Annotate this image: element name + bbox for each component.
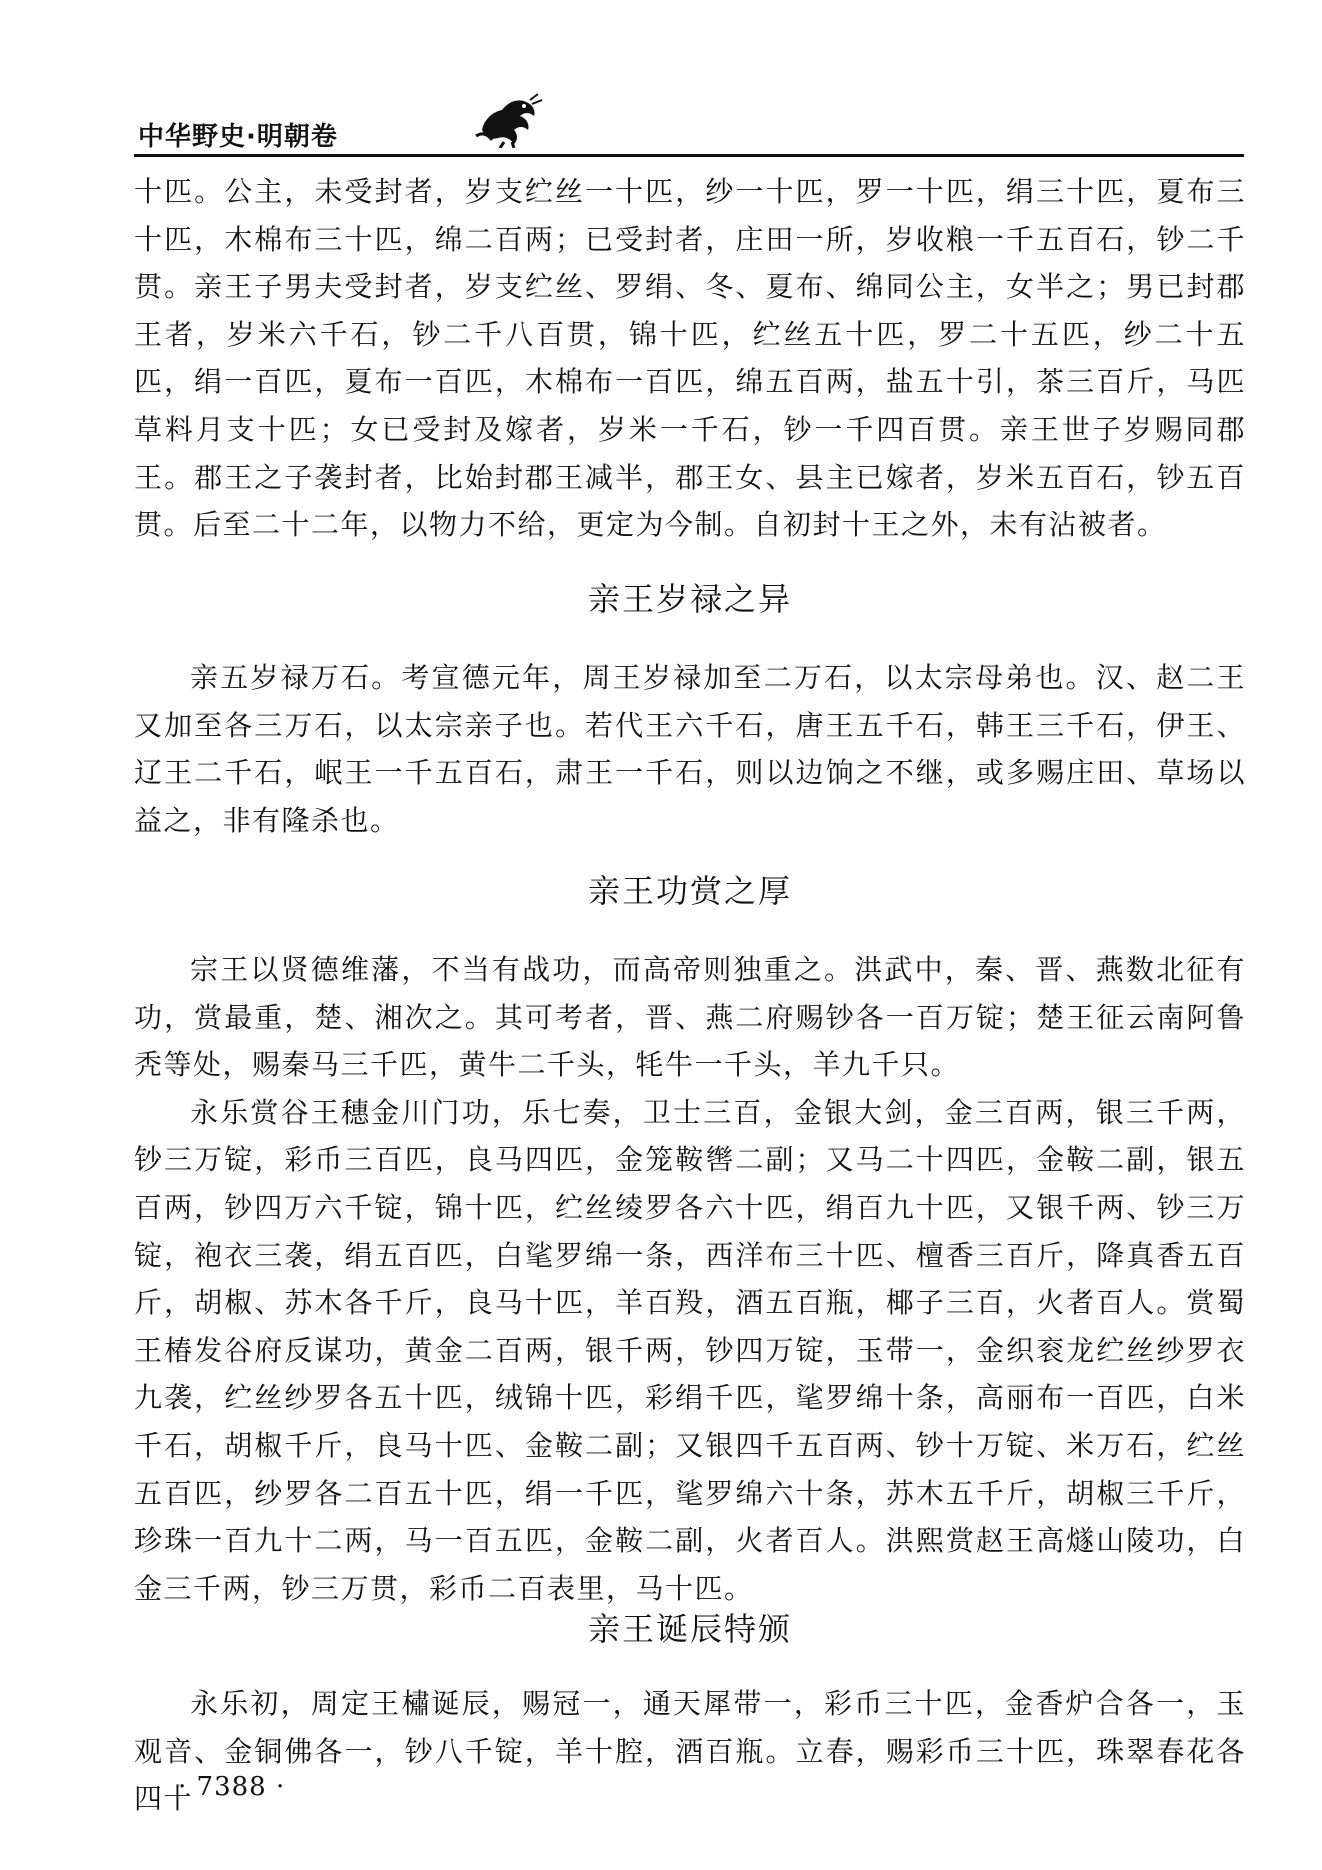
page-number: · 7388 · bbox=[178, 1772, 286, 1802]
paragraph: 十匹。公主，未受封者，岁支纻丝一十匹，纱一十匹，罗一十匹，绢三十匹，夏布三十匹，木棉布三十匹，绵二百两；已受封者，庄田一所，岁收粮一千五百石，钞二千贯。亲王子男夫受封者，岁支纻丝、罗绢、冬、夏布、绵同公主，女半之；男已封郡王者，岁米六千石，钞二千八百贯，锦十匹，纻丝五十匹，罗二十五匹，纱二十五匹，绢一百匹，夏布一百匹，木棉布一百匹，绵五百两，盐五十引，茶三百斤，马匹草料月支十匹；女已受封及嫁者，岁米一千石，钞一千四百贯。亲王世子岁赐同郡王。郡王之子袭封者，比始封郡王减半，郡王女、县主已嫁者，岁米五百石，钞五百贯。后至二十二年，以物力不给，更定为今制。自初封十王之外，未有沾被者。 bbox=[134, 175, 1246, 542]
section-heading-stipend-difference: 亲王岁禄之异 bbox=[587, 580, 792, 618]
section-stipend-text bbox=[134, 654, 1246, 844]
section-heading-birthday: 亲王诞辰特颁 bbox=[587, 1610, 792, 1648]
paragraph: 宗王以贤德维藩，不当有战功，而高帝则独重之。洪武中，秦、晋、燕数北征有功，赏最重，楚、湘次之。其可考者，晋、燕二府赐钞各一百万锭；楚王征云南阿鲁秃等处，赐秦马三千匹，黄牛二千头，牦牛一千头，羊九千只。 bbox=[134, 953, 1246, 1082]
dragon-emblem-icon bbox=[474, 92, 544, 148]
section-heading-rewards: 亲王功赏之厚 bbox=[587, 872, 792, 910]
section-birthday-text bbox=[134, 1680, 1246, 1823]
intro-text bbox=[134, 168, 1246, 549]
paragraph: 永乐初，周定王橚诞辰，赐冠一，通天犀带一，彩币三十匹，金香炉合各一，玉观音、金铜佛各一，钞八千锭，羊十腔，酒百瓶。立春，赐彩币三十匹，珠翠春花各四十 bbox=[134, 1687, 1246, 1816]
book-title: 中华野史·明朝卷 bbox=[138, 122, 338, 152]
paragraph: 亲五岁禄万石。考宣德元年，周王岁禄加至二万石，以太宗母弟也。汉、赵二王又加至各三万石，以太宗亲子也。若代王六千石，唐王五千石，韩王三千石，伊王、辽王二千石，岷王一千五百石，肃王一千石，则以边饷之不继，或多赐庄田、草场以益之，非有隆杀也。 bbox=[134, 661, 1246, 837]
section-rewards-text bbox=[134, 946, 1246, 1612]
header-divider bbox=[134, 154, 1244, 157]
paragraph: 永乐赏谷王穗金川门功，乐七奏，卫士三百，金银大剑，金三百两，银三千两，钞三万锭，彩币三百匹，良马四匹，金笼鞍辔二副；又马二十四匹，金鞍二副，银五百两，钞四万六千锭，锦十匹，纻丝绫罗各六十匹，绢百九十匹，又银千两、钞三万锭，袍衣三袭，绢五百匹，白㲚罗绵一条，西洋布三十匹、檀香三百斤，降真香五百斤，胡椒、苏木各千斤，良马十匹，羊百羖，酒五百瓶，椰子三百，火者百人。赏蜀王椿发谷府反谋功，黄金二百两，银千两，钞四万锭，玉带一，金织衮龙纻丝纱罗衣九袭，纻丝纱罗各五十匹，绒锦十匹，彩绢千匹，㲚罗绵十条，高丽布一百匹，白米千石，胡椒千斤，良马十匹、金鞍二副；又银四千五百两、钞十万锭、米万石，纻丝五百匹，纱罗各二百五十匹，绢一千匹，㲚罗绵六十条，苏木五千斤，胡椒三千斤，珍珠一百九十二两，马一百五匹，金鞍二副，火者百人。洪熙赏赵王高燧山陵功，白金三千两，钞三万贯，彩币二百表里，马十匹。 bbox=[134, 1095, 1246, 1605]
page-header bbox=[134, 92, 1244, 152]
